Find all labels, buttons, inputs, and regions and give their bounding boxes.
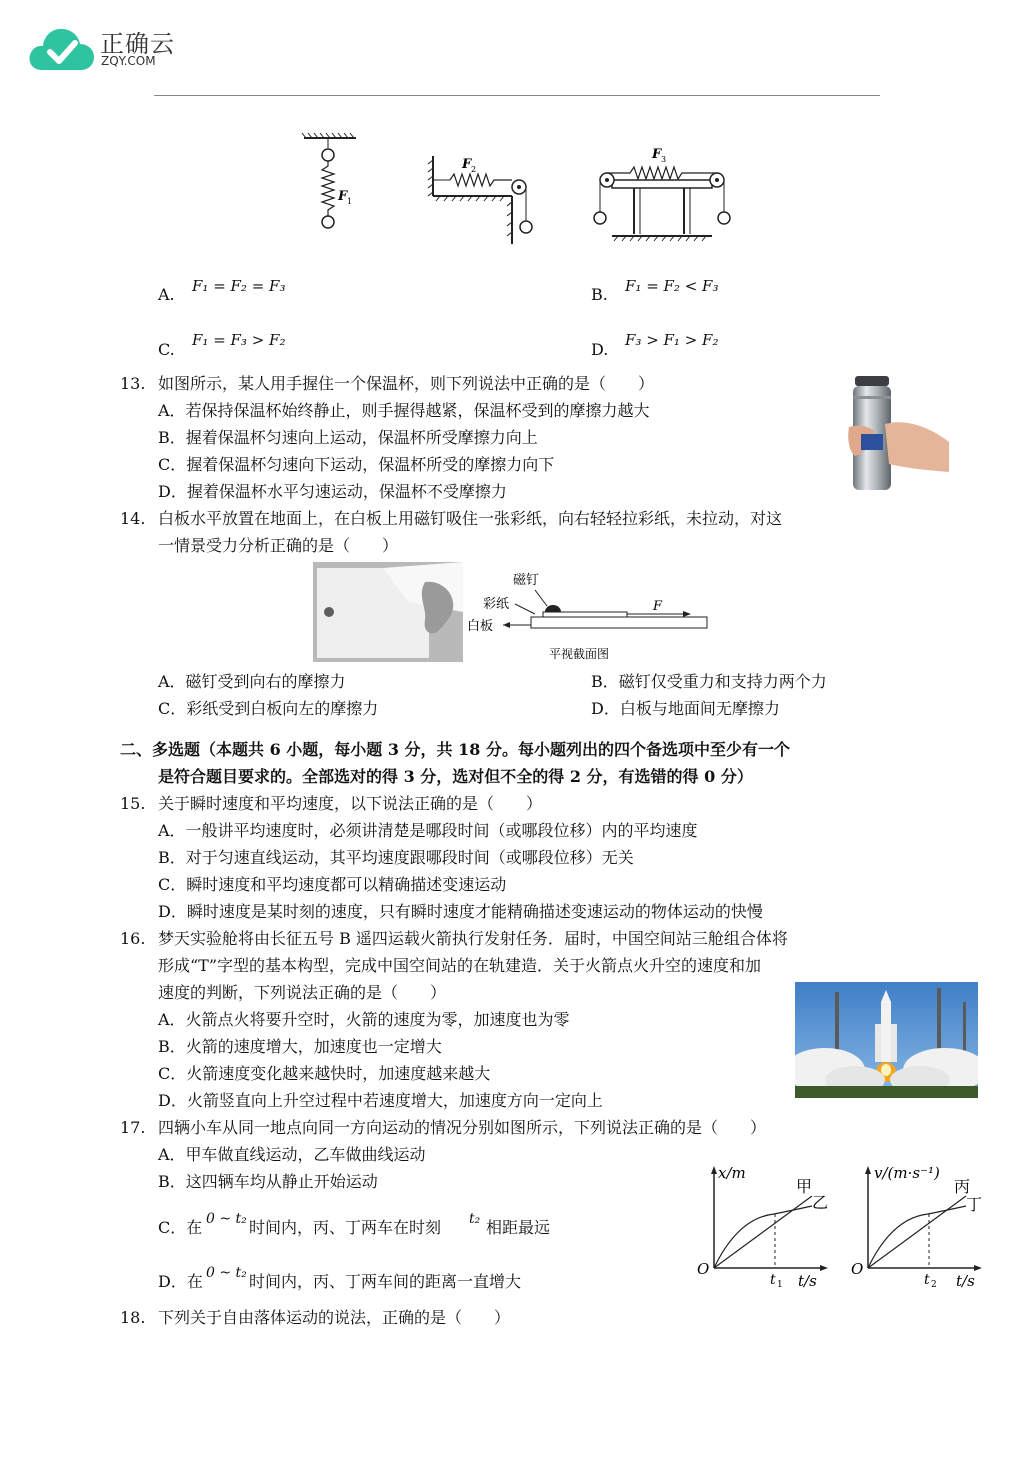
q15-option-a: A．一般讲平均速度时，必须讲清楚是哪段时间（或哪段位移）内的平均速度 bbox=[158, 821, 698, 840]
thermos-photo bbox=[845, 372, 955, 494]
spring-hanging-diagram bbox=[302, 133, 356, 228]
q12-option-d-letter: D. bbox=[591, 340, 609, 359]
q13-option-c: C．握着保温杯匀速向下运动，保温杯所受的摩擦力向下 bbox=[158, 455, 555, 474]
curve-jia bbox=[714, 1196, 812, 1268]
q12-option-d: F₃ > F₁ > F₂ bbox=[625, 331, 719, 349]
q16-number: 16. bbox=[120, 929, 146, 948]
graph1-tick-sub: 1 bbox=[777, 1280, 783, 1290]
graph2-origin: O bbox=[851, 1260, 864, 1278]
q16-option-c: C．火箭速度变化越来越快时，加速度越来越大 bbox=[158, 1064, 491, 1083]
q15-stem: 关于瞬时速度和平均速度，以下说法正确的是（ ） bbox=[158, 794, 543, 813]
q16-stem-line3: 速度的判断，下列说法正确的是（ ） bbox=[158, 983, 447, 1002]
q15-number: 15. bbox=[120, 794, 146, 813]
q17-option-c-prefix: C．在 bbox=[158, 1218, 203, 1237]
diagram-caption: 平视截面图 bbox=[549, 647, 610, 661]
graph2-tick: t bbox=[924, 1272, 930, 1288]
q12-option-c: F₁ = F₃ > F₂ bbox=[192, 331, 286, 349]
q17-option-d-range: 0 ~ t₂ bbox=[206, 1265, 247, 1281]
curve-bing bbox=[868, 1196, 966, 1268]
f1-sub: 1 bbox=[347, 197, 353, 206]
q13-option-b: B．握着保温杯匀速向上运动，保温杯所受摩擦力向上 bbox=[158, 428, 538, 447]
rocket-launch-photo bbox=[795, 982, 978, 1098]
q14-stem-line2: 一情景受力分析正确的是（ ） bbox=[158, 536, 399, 555]
graph1-xlabel: t/s bbox=[798, 1272, 817, 1290]
q18-stem: 下列关于自由落体运动的说法，正确的是（ ） bbox=[158, 1308, 511, 1327]
graph1-ylabel: x/m bbox=[718, 1164, 746, 1182]
paper-label: 彩纸 bbox=[483, 597, 510, 612]
magnet-label: 磁钉 bbox=[513, 573, 540, 588]
q12-option-b: F₁ = F₂ < F₃ bbox=[625, 277, 719, 295]
graph2-tick-sub: 2 bbox=[931, 1280, 937, 1290]
f3-sub: 3 bbox=[661, 155, 667, 164]
spring-table-diagram bbox=[594, 147, 730, 241]
curve-ding bbox=[868, 1206, 966, 1268]
q12-option-c-letter: C. bbox=[158, 340, 175, 359]
board-label: 白板 bbox=[467, 619, 494, 634]
q16-option-d: D．火箭竖直向上升空过程中若速度增大，加速度方向一定向上 bbox=[158, 1091, 603, 1110]
q15-option-b: B．对于匀速直线运动，其平均速度跟哪段时间（或哪段位移）无关 bbox=[158, 848, 634, 867]
force-label: F bbox=[653, 599, 663, 614]
q17-option-d-prefix: D．在 bbox=[158, 1272, 203, 1291]
spring-pulley-diagram bbox=[428, 156, 532, 244]
q17-graph-xt bbox=[694, 1158, 844, 1290]
q17-option-b: B．这四辆车均从静止开始运动 bbox=[158, 1172, 378, 1191]
q12-spring-diagrams bbox=[290, 128, 750, 248]
graph1-tick: t bbox=[770, 1272, 776, 1288]
q12-option-b-letter: B. bbox=[591, 285, 608, 304]
q17-option-a: A．甲车做直线运动，乙车做曲线运动 bbox=[158, 1145, 426, 1164]
q15-option-c: C．瞬时速度和平均速度都可以精确描述变速运动 bbox=[158, 875, 507, 894]
f2-sub: 2 bbox=[471, 165, 477, 174]
q17-option-c-middle: 时间内，丙、丁两车在时刻 bbox=[249, 1218, 442, 1237]
q17-option-c-range: 0 ~ t₂ bbox=[206, 1211, 247, 1227]
q17-stem: 四辆小车从同一地点向同一方向运动的情况分别如图所示，下列说法正确的是（ ） bbox=[158, 1118, 767, 1137]
brand-name: 正确云 bbox=[100, 30, 175, 58]
q12-option-a-letter: A. bbox=[158, 285, 175, 304]
q16-stem-line1: 梦天实验舱将由长征五号 B 遥四运载火箭执行发射任务．届时，中国空间站三舱组合体将 bbox=[158, 929, 788, 948]
f1-label: F bbox=[338, 189, 348, 204]
q14-option-d: D．白板与地面间无摩擦力 bbox=[591, 699, 780, 718]
q13-number: 13. bbox=[120, 374, 146, 393]
curve-yi bbox=[714, 1206, 812, 1268]
q14-cross-section-diagram bbox=[463, 566, 725, 666]
section-2-heading-line2: 是符合题目要求的。全部选对的得 3 分，选对但不全的得 2 分，有选错的得 0 分） bbox=[158, 767, 753, 786]
q14-option-a: A．磁钉受到向右的摩擦力 bbox=[158, 672, 346, 691]
cloud-check-icon bbox=[28, 22, 96, 74]
q14-option-b: B．磁钉仅受重力和支持力两个力 bbox=[591, 672, 827, 691]
section-2-heading: 二、多选题（本题共 6 小题，每小题 3 分，共 18 分。每小题列出的四个备选项中至少有一个 bbox=[120, 740, 790, 759]
graph2-xlabel: t/s bbox=[956, 1272, 975, 1290]
q17-number: 17. bbox=[120, 1118, 146, 1137]
header-logo bbox=[28, 22, 178, 74]
whiteboard-photo bbox=[313, 562, 463, 662]
q16-option-b: B．火箭的速度增大，加速度也一定增大 bbox=[158, 1037, 442, 1056]
q14-number: 14. bbox=[120, 509, 146, 528]
q14-stem-line1: 白板水平放置在地面上，在白板上用磁钉吸住一张彩纸，向右轻轻拉彩纸，未拉动，对这 bbox=[158, 509, 783, 528]
q17-graph-vt bbox=[848, 1158, 998, 1290]
q14-option-c: C．彩纸受到白板向左的摩擦力 bbox=[158, 699, 379, 718]
graph1-origin: O bbox=[697, 1260, 710, 1278]
graph2-ylabel: v/(m·s⁻¹) bbox=[874, 1164, 940, 1182]
q12-option-a: F₁ = F₂ = F₃ bbox=[192, 277, 286, 295]
f3-label: F bbox=[652, 147, 662, 162]
graph1-curve-b: 乙 bbox=[812, 1193, 829, 1212]
q16-stem-line2: 形成“T”字型的基本构型，完成中国空间站的在轨建造．关于火箭点火升空的速度和加 bbox=[158, 956, 762, 975]
q13-option-d: D．握着保温杯水平匀速运动，保温杯不受摩擦力 bbox=[158, 482, 507, 501]
brand-url: ZQY.COM bbox=[101, 54, 156, 68]
f2-label: F bbox=[462, 157, 472, 172]
q15-option-d: D．瞬时速度是某时刻的速度，只有瞬时速度才能精确描述变速运动的物体运动的快慢 bbox=[158, 902, 763, 921]
header-divider bbox=[154, 95, 880, 96]
q16-option-a: A．火箭点火将要升空时，火箭的速度为零，加速度也为零 bbox=[158, 1010, 570, 1029]
graph1-curve-a: 甲 bbox=[796, 1177, 813, 1196]
q13-option-a: A．若保持保温杯始终静止，则手握得越紧，保温杯受到的摩擦力越大 bbox=[158, 401, 650, 420]
graph2-curve-b: 丁 bbox=[966, 1195, 983, 1214]
graph2-curve-a: 丙 bbox=[954, 1177, 971, 1196]
q13-stem: 如图所示，某人用手握住一个保温杯，则下列说法中正确的是（ ） bbox=[158, 374, 655, 393]
q17-option-d-suffix: 时间内，丙、丁两车间的距离一直增大 bbox=[249, 1272, 522, 1291]
q18-number: 18. bbox=[120, 1308, 146, 1327]
q17-option-c-suffix: 相距最远 bbox=[486, 1218, 551, 1237]
q17-option-c-time: t₂ bbox=[469, 1211, 481, 1227]
